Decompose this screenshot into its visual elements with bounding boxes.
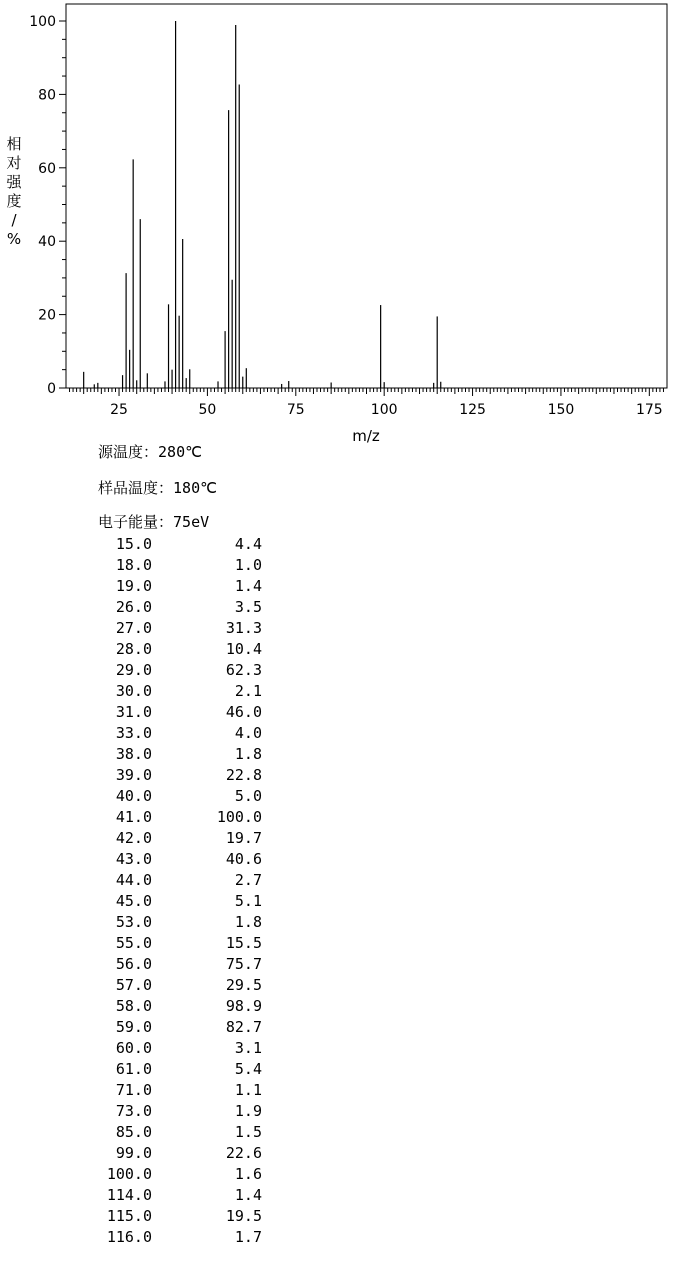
peak-mz: 56.0 bbox=[115, 955, 152, 973]
peak-intensity: 3.1 bbox=[234, 1039, 262, 1057]
peak-mz: 33.0 bbox=[115, 724, 152, 742]
peak-mz: 15.0 bbox=[115, 535, 152, 553]
x-tick-label: 150 bbox=[547, 402, 575, 418]
peak-mz: 114.0 bbox=[106, 1186, 152, 1204]
peak-intensity: 29.5 bbox=[225, 976, 262, 994]
peak-row bbox=[96, 828, 262, 849]
peak-row bbox=[96, 891, 262, 912]
peak-row bbox=[96, 639, 262, 660]
peak-table bbox=[96, 534, 262, 1248]
peak-row bbox=[96, 1143, 262, 1164]
peak-mz: 100.0 bbox=[106, 1165, 152, 1183]
electron-energy-label: 电子能量： bbox=[98, 513, 174, 531]
peak-mz: 85.0 bbox=[115, 1123, 152, 1141]
peak-mz: 99.0 bbox=[115, 1144, 152, 1162]
peak-row bbox=[96, 702, 262, 723]
peak-row bbox=[96, 576, 262, 597]
peak-row bbox=[96, 954, 262, 975]
peak-mz: 27.0 bbox=[115, 619, 152, 637]
peak-intensity: 100.0 bbox=[216, 808, 262, 826]
peak-row bbox=[96, 1122, 262, 1143]
peak-row bbox=[96, 1038, 262, 1059]
mass-spectrum-chart bbox=[0, 0, 680, 450]
peak-intensity: 3.5 bbox=[234, 598, 262, 616]
peak-mz: 58.0 bbox=[115, 997, 152, 1015]
peak-row bbox=[96, 765, 262, 786]
peak-intensity: 1.4 bbox=[234, 1186, 262, 1204]
peak-intensity: 19.5 bbox=[225, 1207, 262, 1225]
electron-energy bbox=[98, 511, 209, 532]
peak-mz: 61.0 bbox=[115, 1060, 152, 1078]
x-tick-label: 100 bbox=[370, 402, 398, 418]
peak-mz: 41.0 bbox=[115, 808, 152, 826]
y-axis-label-char: 强 bbox=[6, 173, 22, 191]
peak-mz: 31.0 bbox=[115, 703, 152, 721]
peak-intensity: 82.7 bbox=[225, 1018, 262, 1036]
peak-mz: 40.0 bbox=[115, 787, 152, 805]
peak-mz: 26.0 bbox=[115, 598, 152, 616]
peak-mz: 116.0 bbox=[106, 1228, 152, 1246]
sample-temperature-value: 180℃ bbox=[173, 479, 217, 497]
peak-mz: 42.0 bbox=[115, 829, 152, 847]
peak-intensity: 1.4 bbox=[234, 577, 262, 595]
peak-row bbox=[96, 1164, 262, 1185]
peak-mz: 71.0 bbox=[115, 1081, 152, 1099]
peak-mz: 45.0 bbox=[115, 892, 152, 910]
peak-row bbox=[96, 618, 262, 639]
peak-row bbox=[96, 1080, 262, 1101]
peak-intensity: 4.4 bbox=[234, 535, 262, 553]
source-temperature-value: 280℃ bbox=[158, 443, 202, 461]
peak-intensity: 75.7 bbox=[225, 955, 262, 973]
peak-row bbox=[96, 1206, 262, 1227]
peak-row bbox=[96, 1059, 262, 1080]
peak-intensity: 1.6 bbox=[234, 1165, 262, 1183]
peak-mz: 19.0 bbox=[115, 577, 152, 595]
peak-row bbox=[96, 1185, 262, 1206]
peak-intensity: 1.8 bbox=[234, 745, 262, 763]
peak-mz: 53.0 bbox=[115, 913, 152, 931]
peak-mz: 73.0 bbox=[115, 1102, 152, 1120]
peak-mz: 29.0 bbox=[115, 661, 152, 679]
peak-row bbox=[96, 1227, 262, 1248]
peak-row bbox=[96, 849, 262, 870]
peak-intensity: 5.4 bbox=[234, 1060, 262, 1078]
peak-row bbox=[96, 807, 262, 828]
sample-temperature-label: 样品温度： bbox=[98, 479, 174, 497]
x-axis-label: m/z bbox=[352, 427, 380, 445]
peak-intensity: 4.0 bbox=[234, 724, 262, 742]
peak-mz: 28.0 bbox=[115, 640, 152, 658]
y-tick-label: 100 bbox=[29, 14, 56, 30]
y-axis-label-char: / bbox=[11, 211, 17, 229]
x-tick-label: 175 bbox=[635, 402, 663, 418]
y-axis-label-char: % bbox=[6, 230, 22, 248]
peak-row bbox=[96, 870, 262, 891]
peak-mz: 38.0 bbox=[115, 745, 152, 763]
y-tick-label: 40 bbox=[38, 234, 56, 251]
peak-row bbox=[96, 660, 262, 681]
electron-energy-value: 75eV bbox=[173, 513, 210, 531]
y-axis-label-char: 度 bbox=[6, 192, 22, 210]
y-tick-label: 80 bbox=[38, 87, 56, 104]
peak-row bbox=[96, 996, 262, 1017]
peak-mz: 18.0 bbox=[115, 556, 152, 574]
plot-frame bbox=[66, 4, 667, 388]
peak-intensity: 2.1 bbox=[234, 682, 262, 700]
peak-mz: 57.0 bbox=[115, 976, 152, 994]
peak-row bbox=[96, 975, 262, 996]
peak-intensity: 40.6 bbox=[225, 850, 262, 868]
peak-intensity: 15.5 bbox=[225, 934, 262, 952]
x-tick-label: 50 bbox=[198, 402, 217, 418]
peak-intensity: 98.9 bbox=[225, 997, 262, 1015]
peak-intensity: 19.7 bbox=[225, 829, 262, 847]
peak-intensity: 1.9 bbox=[234, 1102, 262, 1120]
peak-intensity: 1.5 bbox=[234, 1123, 262, 1141]
peak-mz: 44.0 bbox=[115, 871, 152, 889]
x-axis bbox=[70, 388, 664, 418]
peak-mz: 55.0 bbox=[115, 934, 152, 952]
peak-mz: 39.0 bbox=[115, 766, 152, 784]
x-tick-label: 25 bbox=[110, 402, 128, 418]
peak-row bbox=[96, 723, 262, 744]
peak-row bbox=[96, 786, 262, 807]
y-axis-label-char: 相 bbox=[6, 135, 22, 153]
peak-intensity: 5.1 bbox=[234, 892, 262, 910]
peak-row bbox=[96, 933, 262, 954]
peak-intensity: 1.0 bbox=[234, 556, 262, 574]
y-axis-label bbox=[6, 135, 22, 248]
peak-intensity: 5.0 bbox=[234, 787, 262, 805]
peak-mz: 60.0 bbox=[115, 1039, 152, 1057]
y-tick-label: 20 bbox=[38, 307, 56, 324]
peak-intensity: 1.1 bbox=[234, 1081, 262, 1099]
y-axis bbox=[29, 14, 66, 397]
peak-intensity: 10.4 bbox=[225, 640, 262, 658]
y-axis-label-char: 对 bbox=[6, 154, 22, 172]
peak-row bbox=[96, 555, 262, 576]
peak-intensity: 31.3 bbox=[225, 619, 262, 637]
peak-row bbox=[96, 534, 262, 555]
peak-row bbox=[96, 912, 262, 933]
peak-mz: 30.0 bbox=[115, 682, 152, 700]
peak-row bbox=[96, 1017, 262, 1038]
y-tick-label: 0 bbox=[47, 381, 56, 397]
source-temperature-label: 源温度： bbox=[98, 443, 159, 461]
peak-row bbox=[96, 597, 262, 618]
peak-intensity: 2.7 bbox=[234, 871, 262, 889]
peak-intensity: 22.6 bbox=[225, 1144, 262, 1162]
peak-intensity: 46.0 bbox=[225, 703, 262, 721]
source-temperature bbox=[98, 441, 202, 462]
peak-intensity: 22.8 bbox=[225, 766, 262, 784]
x-tick-label: 75 bbox=[286, 402, 305, 418]
peak-intensity: 62.3 bbox=[225, 661, 262, 679]
peak-row bbox=[96, 681, 262, 702]
peak-row bbox=[96, 1101, 262, 1122]
peak-intensity: 1.7 bbox=[234, 1228, 262, 1246]
peak-mz: 115.0 bbox=[106, 1207, 152, 1225]
peak-row bbox=[96, 744, 262, 765]
sample-temperature bbox=[98, 477, 217, 498]
peak-mz: 59.0 bbox=[115, 1018, 152, 1036]
y-tick-label: 60 bbox=[38, 160, 56, 177]
x-tick-label: 125 bbox=[459, 402, 486, 418]
peak-mz: 43.0 bbox=[115, 850, 152, 868]
peak-intensity: 1.8 bbox=[234, 913, 262, 931]
spectrum-bars bbox=[84, 21, 441, 388]
